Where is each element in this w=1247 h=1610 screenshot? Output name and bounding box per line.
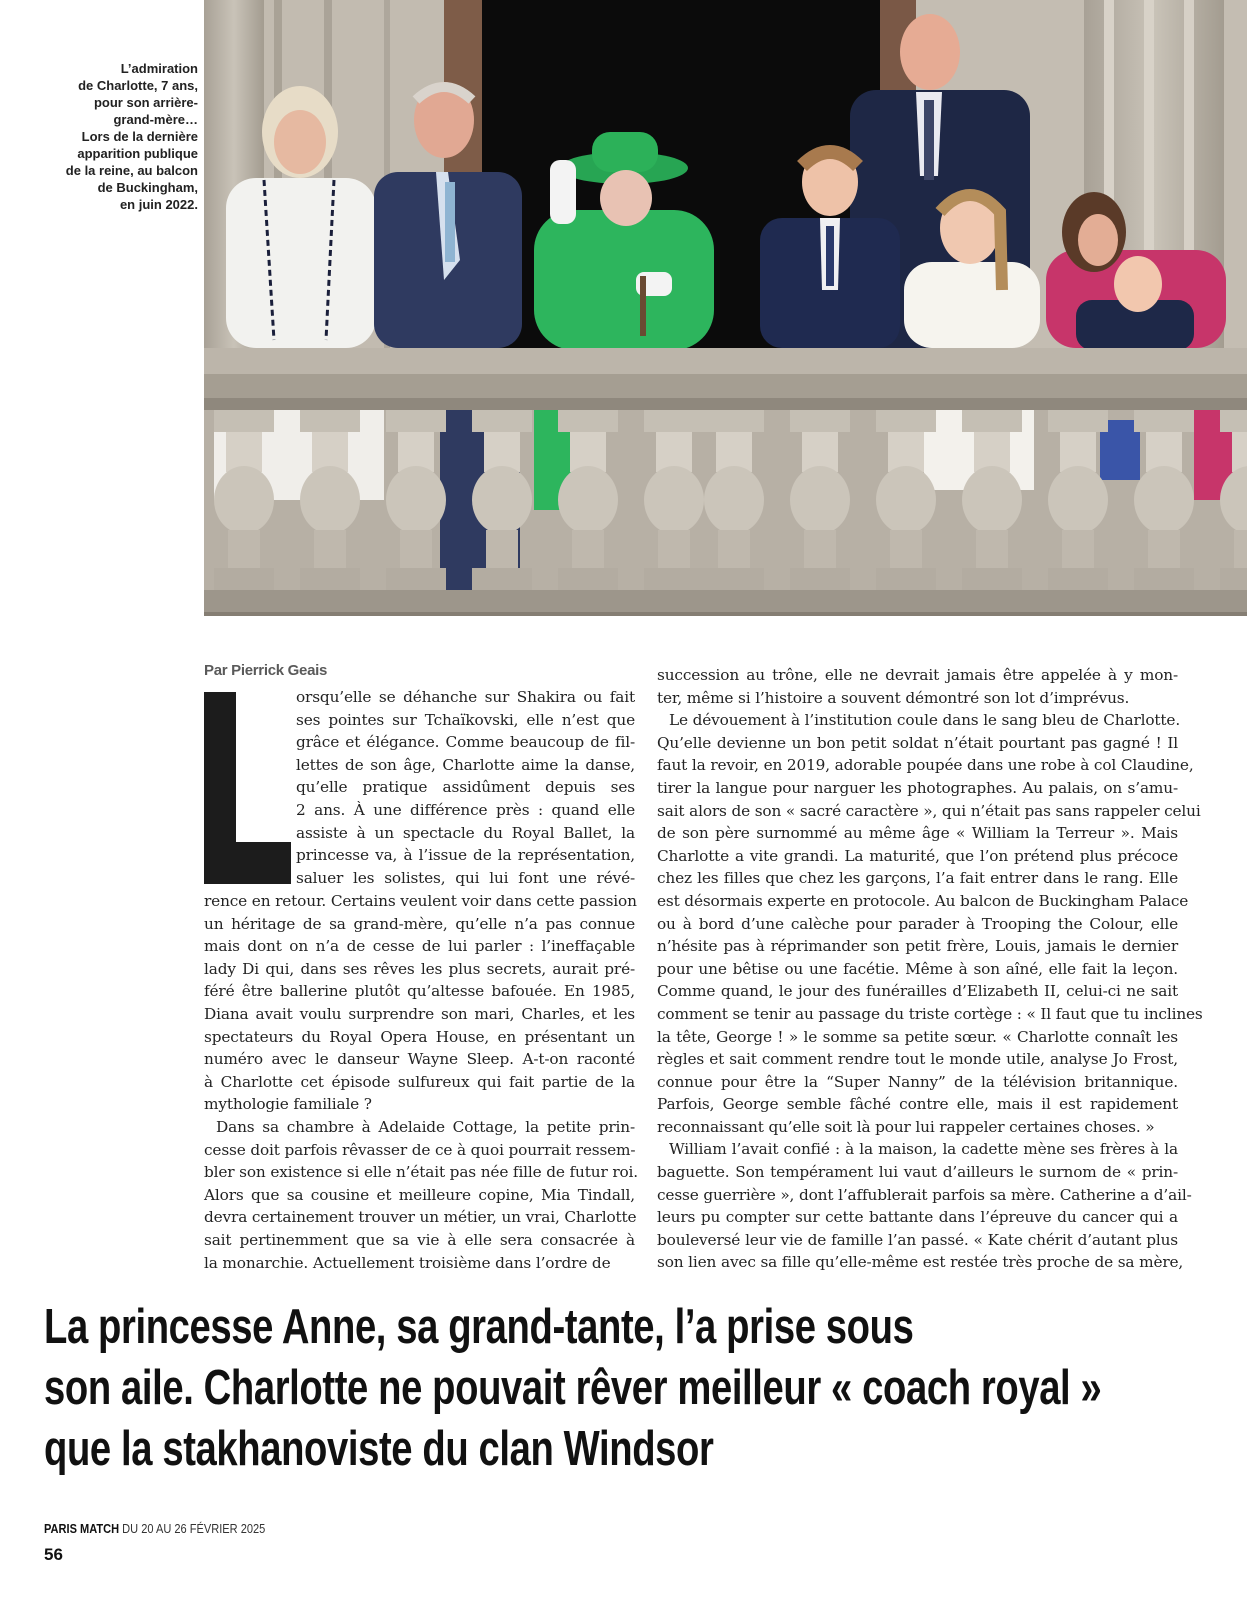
text-line: numéro avec le danseur Wayne Sleep. A-t-on raconté (204, 1050, 635, 1069)
text-line: William l’avait confié : à la maison, la cadette mène ses frères à la (669, 1140, 1178, 1159)
text-line: chez les filles que chez les garçons, l’a fait entrer dans le rang. Elle (657, 869, 1178, 888)
text-line: spectateurs du Royal Opera House, en présentant un (204, 1027, 635, 1046)
caption-line: de Buckingham, (97, 180, 198, 195)
text-line: pour une bêtise ou une facétie. Même à son aîné, elle fait la leçon. (657, 959, 1178, 978)
article-column-1 (204, 890, 639, 1274)
text-line: Comme quand, le jour des funérailles d’Elizabeth II, celui-ci ne sait (657, 982, 1178, 1001)
text-line: sait alors de son « sacré caractère », qui n’était pas sans rappeler celui (657, 801, 1201, 820)
text-line: saluer les solistes, qui lui font une révé- (296, 868, 635, 887)
text-line: est désormais experte en protocole. Au balcon de Buckingham Palace (657, 891, 1189, 910)
text-line: son lien avec sa fille qu’elle-même est restée très proche de sa mère, (657, 1253, 1184, 1272)
text-line: lettes de son âge, Charlotte aime la danse, (296, 755, 635, 774)
text-line: devra certainement trouver un métier, un vrai, Charlotte (204, 1208, 637, 1227)
text-line: Qu’elle devienne un bon petit soldat n’était pourtant pas gagné ! Il (657, 733, 1178, 752)
royal-balcony-photo (204, 0, 1247, 616)
text-line: ou à bord d’une calèche pour parader à Trooping the Colour, elle (657, 914, 1178, 933)
text-line: Le dévouement à l’institution coule dans le sang bleu de Charlotte. (669, 711, 1181, 730)
caption-line: de la reine, au balcon (65, 163, 198, 178)
drop-cap (204, 692, 291, 884)
article-column-1-wrapped (296, 686, 635, 889)
page-number: 56 (44, 1545, 63, 1564)
caption-line: grand-mère… (113, 112, 198, 127)
text-line: sait pertinemment que sa vie à elle sera consacrée à (204, 1230, 635, 1249)
text-line: 2 ans. À une différence près : quand elle (296, 800, 635, 819)
text-line: n’hésite pas à réprimander son petit frère, Louis, jamais le dernier (657, 937, 1178, 956)
text-line: bler son existence si elle n’était pas née fille de futur roi. (204, 1163, 639, 1182)
text-line: mais dont on n’a de cesse de lui parler : l’ineffaçable (204, 937, 635, 956)
magazine-name: PARIS MATCH (44, 1521, 120, 1536)
text-line: Alors que sa cousine et meilleure copine, Mia Tindall, (204, 1185, 635, 1204)
text-line: Charlotte a vite grandi. La maturité, que l’on prétend plus précoce (657, 846, 1178, 865)
text-line: la tête, George ! » le somme sa petite sœur. « Charlotte connaît les (657, 1027, 1178, 1046)
text-line: orsqu’elle se déhanche sur Shakira ou fait (296, 688, 635, 706)
text-line: de son père surnommé au même âge « William la Terreur ». Mais (657, 824, 1178, 843)
text-line: bouleversé leur vie de famille l’an passé. « Kate chérit d’autant plus (657, 1230, 1178, 1249)
caption-line: de Charlotte, 7 ans, (78, 78, 198, 93)
text-line: lady Di qui, dans ses rêves les plus secrets, aurait pré- (204, 959, 635, 978)
article-column-2 (657, 664, 1203, 1274)
text-line: assiste à un spectacle du Royal Ballet, la (296, 823, 635, 842)
text-line: féré être ballerine plutôt qu’altesse bafouée. En 1985, (204, 982, 635, 1001)
text-line: ses pointes sur Tchaïkovski, elle n’est que (296, 710, 635, 729)
text-line: connue pour être la “Super Nanny” de la télévision britannique. (657, 1072, 1178, 1091)
folio (44, 1521, 265, 1536)
text-line: Parfois, George semble fâché contre elle, mais il est rapidement (657, 1095, 1178, 1114)
text-line: leurs pu compter sur cette battante dans l’épreuve du cancer qui a (657, 1208, 1178, 1227)
text-line: ter, même si l’histoire a souvent démontré son lot d’imprévus. (657, 688, 1130, 707)
pull-quote (44, 1297, 1101, 1480)
text-line: un héritage de sa grand-mère, qu’elle n’a pas connue (204, 914, 635, 933)
text-line: règles et sait comment rendre tout le monde utile, analyse Jo Frost, (657, 1050, 1178, 1069)
caption-line: Lors de la dernière (81, 129, 198, 144)
text-line: princesse va, à l’issue de la représentation, (296, 846, 635, 865)
issue-dates: DU 20 AU 26 FÉVRIER 2025 (122, 1521, 266, 1536)
caption-line: pour son arrière- (93, 95, 198, 110)
text-line: mythologie familiale ? (204, 1095, 372, 1114)
caption-line: en juin 2022. (119, 197, 198, 212)
pull-quote-line: que la stakhanoviste du clan Windsor (44, 1422, 714, 1476)
text-line: cesse doit parfois rêvasser de ce à quoi pourrait ressem- (204, 1140, 636, 1159)
text-line: Dans sa chambre à Adelaide Cottage, la petite prin- (216, 1117, 635, 1136)
byline: Par Pierrick Geais (204, 662, 328, 679)
text-line: grâce et élégance. Comme beaucoup de fil- (296, 733, 635, 752)
text-line: faut la revoir, en 2019, adorable poupée dans une robe à col Claudine, (657, 756, 1194, 775)
pull-quote-line: son aile. Charlotte ne pouvait rêver meilleur « coach royal » (44, 1361, 1102, 1415)
text-line: cesse guerrière », dont l’affublerait parfois sa mère. Catherine a d’ail- (657, 1185, 1192, 1204)
text-line: Diana avait voulu surprendre son mari, Charles, et les (204, 1004, 635, 1023)
caption-line: apparition publique (77, 146, 198, 161)
text-line: la monarchie. Actuellement troisième dans l’ordre de (204, 1253, 611, 1272)
text-line: tirer la langue pour narguer les photographes. Au palais, on s’amu- (657, 778, 1178, 797)
text-line: succession au trône, elle ne devrait jamais être appelée à y mon- (657, 666, 1178, 684)
photo-caption (40, 60, 198, 213)
pull-quote-line: La princesse Anne, sa grand-tante, l’a prise sous (44, 1300, 914, 1354)
text-line: baguette. Son tempérament lui vaut d’ailleurs le surnom de « prin- (657, 1163, 1178, 1182)
text-line: rence en retour. Certains veulent voir dans cette passion (204, 892, 637, 910)
text-line: reconnaissant qu’elle soit là pour lui rappeler certaines choses. » (657, 1117, 1155, 1136)
caption-line: L’admiration (120, 61, 198, 76)
text-line: à Charlotte cet épisode sulfureux qui fait partie de la (204, 1072, 635, 1091)
text-line: qu’elle pratique assidûment depuis ses (296, 778, 635, 797)
text-line: comment se tenir au passage du triste cortège : « Il faut que tu inclines (657, 1004, 1203, 1023)
